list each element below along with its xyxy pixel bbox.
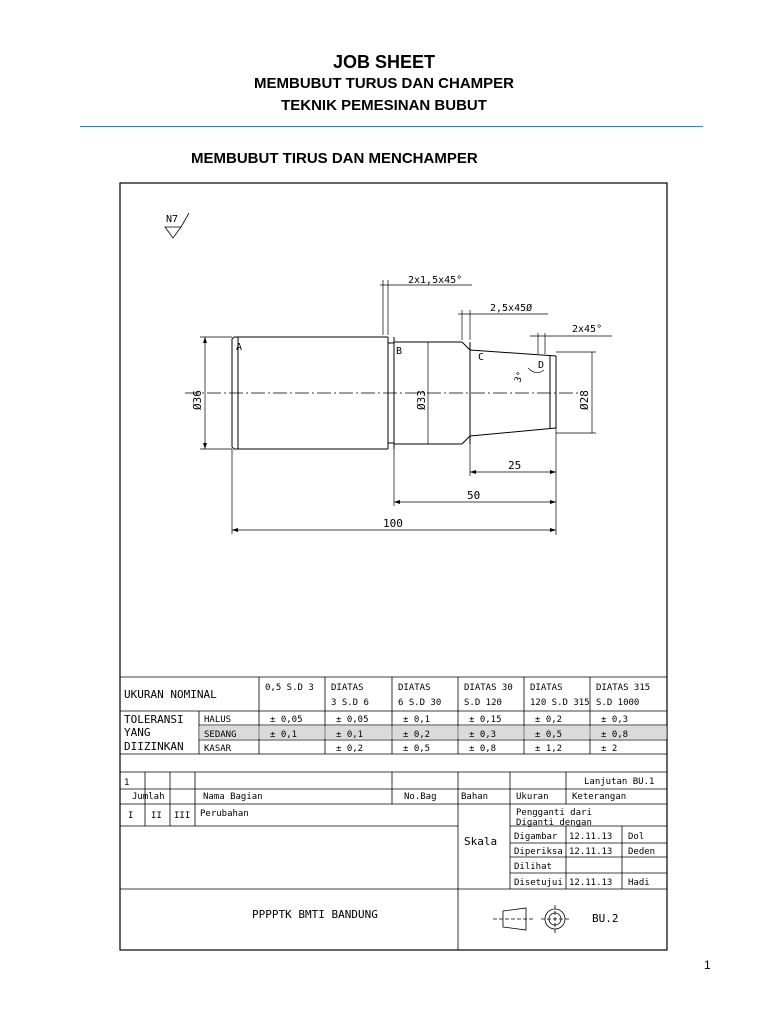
point-a: A xyxy=(236,342,243,353)
nominal-column-header: 120 S.D 315 xyxy=(530,698,590,708)
grade-label: KASAR xyxy=(204,744,232,754)
projection-symbol xyxy=(493,905,569,933)
job-sheet-subtitle: MEMBUBUT TURUS DAN CHAMPER xyxy=(254,75,514,92)
jumlah-label: Jumlah xyxy=(132,792,165,802)
diganti-label: Diganti dengan xyxy=(516,818,592,828)
point-b: B xyxy=(396,346,403,357)
chamfer-leaders xyxy=(380,280,612,354)
qty-value: 1 xyxy=(124,778,130,788)
sign-role: Digambar xyxy=(514,832,558,842)
sign-name: Dol xyxy=(628,832,645,842)
dim-len50: 50 xyxy=(467,489,481,502)
sign-date: 12.11.13 xyxy=(569,832,613,842)
rev-i: I xyxy=(128,811,134,821)
roughness-symbol xyxy=(165,213,189,238)
chamfer-label-1: 2x1,5x45° xyxy=(408,275,463,286)
nominal-column-header: S.D 1000 xyxy=(596,698,640,708)
sign-date: 12.11.13 xyxy=(569,847,613,857)
sign-date: 12.11.13 xyxy=(569,878,613,888)
chamfer-label-2: 2,5x45Ø xyxy=(490,303,533,314)
nominal-column-header: 0,5 S.D 3 xyxy=(265,683,314,693)
nominal-column-header: DIATAS xyxy=(530,683,563,693)
job-sheet-department: TEKNIK PEMESINAN BUBUT xyxy=(281,97,487,114)
tolerance-cell: ± 0,15 xyxy=(469,715,502,725)
tolerance-cell: ± 0,05 xyxy=(336,715,369,725)
sign-name: Deden xyxy=(628,847,656,857)
sign-role: Dilihat xyxy=(514,862,552,872)
tolerance-cell: ± 2 xyxy=(601,744,618,754)
keterangan-label: Keterangan xyxy=(572,792,627,802)
grade-label: SEDANG xyxy=(204,730,237,740)
nominal-label: UKURAN NOMINAL xyxy=(124,688,217,701)
ukuran-label: Ukuran xyxy=(516,792,549,802)
dim-dia28: Ø28 xyxy=(578,390,591,410)
tolerance-cell: ± 0,5 xyxy=(535,730,563,740)
bahan-label: Bahan xyxy=(461,792,489,802)
rev-ii: II xyxy=(151,811,162,821)
nominal-column-header: DIATAS xyxy=(398,683,431,693)
nominal-column-header: DIATAS 30 xyxy=(464,683,513,693)
lanjutan-label: Lanjutan BU.1 xyxy=(584,777,655,787)
rev-iii: III xyxy=(174,811,191,821)
skala-label: Skala xyxy=(464,835,498,848)
tolerance-cells xyxy=(204,683,650,754)
point-c: C xyxy=(478,352,485,363)
toleransi-label: TOLERANSI xyxy=(124,713,184,726)
tolerance-cell: ± 0,5 xyxy=(403,744,431,754)
sign-name: Hadi xyxy=(628,878,650,888)
job-sheet-title: JOB SHEET xyxy=(332,52,436,72)
tolerance-cell: ± 0,3 xyxy=(469,730,497,740)
nominal-column-header: 3 S.D 6 xyxy=(331,698,369,708)
tolerance-cell: ± 0,2 xyxy=(403,730,431,740)
page-number: 1 xyxy=(704,958,711,972)
pengganti-label: Pengganti dari xyxy=(516,808,592,818)
nominal-column-header: 6 S.D 30 xyxy=(398,698,442,708)
grade-label: HALUS xyxy=(204,715,232,725)
diizinkan-label: DIIZINKAN xyxy=(124,740,184,753)
nama-bagian-label: Nama Bagian xyxy=(203,792,263,802)
taper-angle: 3° xyxy=(513,370,527,385)
tolerance-cell: ± 0,2 xyxy=(535,715,563,725)
tolerance-cell: ± 0,05 xyxy=(270,715,303,725)
tolerance-cell: ± 0,2 xyxy=(336,744,364,754)
tolerance-cell: ± 0,1 xyxy=(270,730,298,740)
roughness-value: N7 xyxy=(166,214,179,225)
tolerance-cell: ± 1,2 xyxy=(535,744,563,754)
tolerance-cell: ± 0,8 xyxy=(601,730,629,740)
dim-len25: 25 xyxy=(508,459,522,472)
nominal-column-header: DIATAS xyxy=(331,683,364,693)
dim-arrows xyxy=(203,337,556,532)
dim-len100: 100 xyxy=(383,517,403,530)
dim-dia33: Ø33 xyxy=(415,390,428,410)
tolerance-cell: ± 0,1 xyxy=(403,715,431,725)
sign-role: Disetujui xyxy=(514,878,563,888)
sign-role: Diperiksa xyxy=(514,847,563,857)
tolerance-cell: ± 0,1 xyxy=(336,730,364,740)
yang-label: YANG xyxy=(124,726,151,739)
nominal-column-header: S.D 120 xyxy=(464,698,502,708)
institution-name: PPPPTK BMTI BANDUNG xyxy=(252,908,378,921)
section-title: MEMBUBUT TIRUS DAN MENCHAMPER xyxy=(191,150,478,167)
tolerance-cell: ± 0,3 xyxy=(601,715,629,725)
point-d: D xyxy=(538,360,545,371)
sign-rows xyxy=(514,832,655,888)
nominal-column-header: DIATAS 315 xyxy=(596,683,651,693)
dim-dia36: Ø36 xyxy=(191,390,204,410)
chamfer-label-3: 2x45° xyxy=(572,324,603,335)
tolerance-cell: ± 0,8 xyxy=(469,744,497,754)
drawing-number: BU.2 xyxy=(592,912,619,925)
no-bag-label: No.Bag xyxy=(404,792,437,802)
perubahan-label: Perubahan xyxy=(200,809,249,819)
